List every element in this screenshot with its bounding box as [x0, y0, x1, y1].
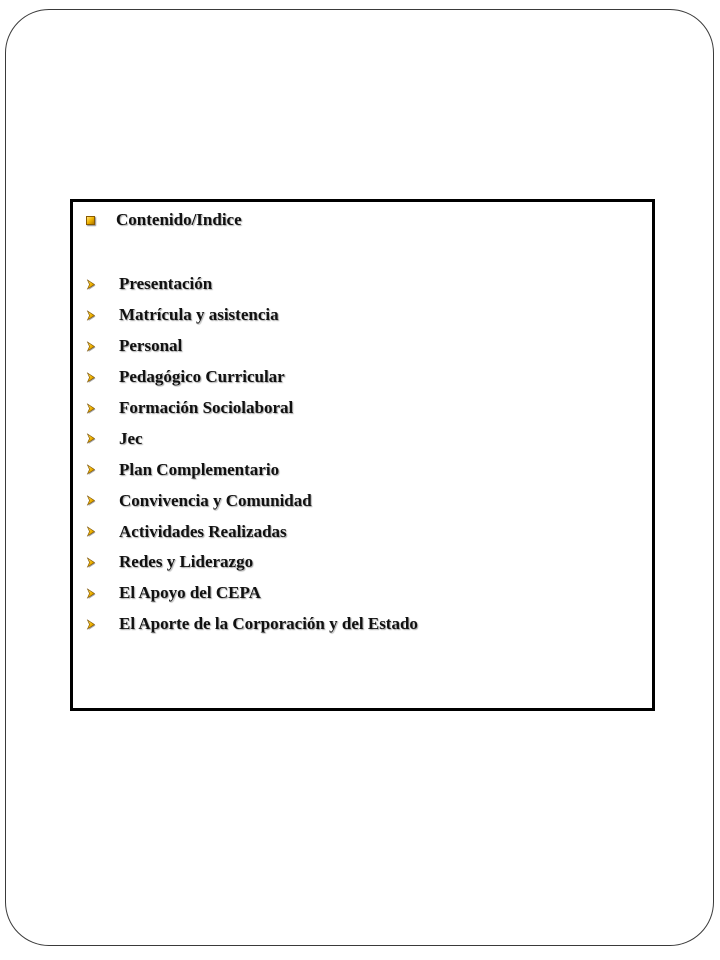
- arrow-bullet-icon: [84, 432, 100, 446]
- toc-item-label: Actividades Realizadas: [119, 521, 287, 541]
- arrow-bullet-icon: [84, 494, 100, 508]
- arrow-bullet-icon: [84, 617, 100, 631]
- toc-item-label: Matrícula y asistencia: [119, 305, 279, 325]
- toc-item-presentacion[interactable]: [84, 269, 418, 300]
- toc-item-label: El Apoyo del CEPA: [119, 583, 261, 603]
- arrow-bullet-icon: [84, 370, 100, 384]
- toc-item-label: Convivencia y Comunidad: [119, 490, 312, 510]
- toc-box: [70, 199, 655, 711]
- toc-item-formacion[interactable]: [84, 393, 418, 424]
- toc-list: [84, 269, 418, 640]
- arrow-bullet-icon: [84, 555, 100, 569]
- toc-item-pedagogico[interactable]: [84, 362, 418, 393]
- toc-item-label: El Aporte de la Corporación y del Estado: [119, 614, 418, 634]
- toc-item-actividades[interactable]: [84, 516, 418, 547]
- toc-item-label: Redes y Liderazgo: [119, 552, 254, 572]
- toc-item-convivencia[interactable]: [84, 485, 418, 516]
- toc-item-jec[interactable]: [84, 423, 418, 454]
- toc-item-label: Pedagógico Curricular: [119, 367, 285, 387]
- toc-item-label: Jec: [119, 428, 143, 448]
- toc-item-redes[interactable]: [84, 547, 418, 578]
- arrow-bullet-icon: [84, 586, 100, 600]
- toc-item-aporte[interactable]: [84, 609, 418, 640]
- toc-item-label: Formación Sociolaboral: [119, 398, 294, 417]
- toc-heading: Contenido/Indice: [116, 210, 242, 229]
- toc-item-label: Plan Complementario: [119, 459, 280, 479]
- arrow-bullet-icon: [84, 401, 100, 415]
- arrow-bullet-icon: [84, 525, 100, 539]
- toc-item-label: Presentación: [119, 274, 213, 294]
- toc-heading-row: [86, 209, 242, 231]
- square-bullet-icon: [86, 216, 95, 225]
- arrow-bullet-icon: [84, 463, 100, 477]
- arrow-bullet-icon: [84, 308, 100, 322]
- arrow-bullet-icon: [84, 277, 100, 291]
- toc-item-personal[interactable]: [84, 331, 418, 362]
- toc-item-matricula[interactable]: [84, 300, 418, 331]
- toc-item-apoyo[interactable]: [84, 578, 418, 609]
- arrow-bullet-icon: [84, 339, 100, 353]
- toc-item-label: Personal: [119, 336, 183, 356]
- toc-item-plan[interactable]: [84, 454, 418, 485]
